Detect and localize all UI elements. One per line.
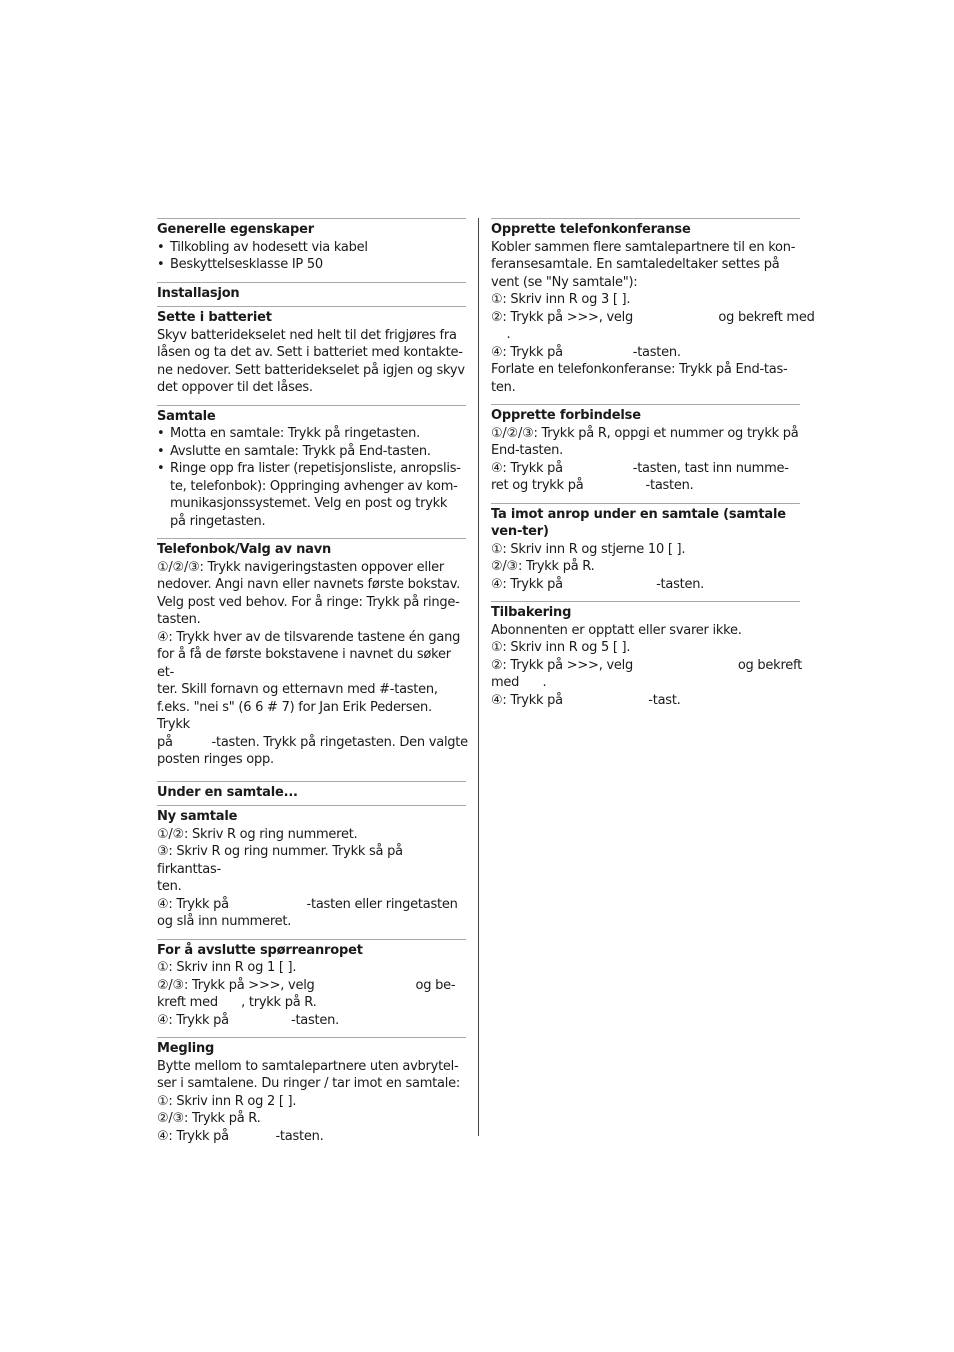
text-line: ①/②/③: Trykk navigeringstasten oppover eller — [157, 559, 444, 575]
section-batteri — [157, 306, 466, 405]
text-line: ①: Skriv inn R og stjerne 10 [ ]. — [491, 541, 686, 557]
text-line: posten ringes opp. — [157, 752, 274, 767]
text-line: ①/②: Skriv R og ring nummeret. — [157, 826, 358, 842]
text-line: ter. Skill fornavn og etternavn med #-tasten, — [157, 682, 438, 697]
section-avslutte — [157, 939, 466, 1038]
section-title: Megling — [157, 1041, 215, 1056]
section-tilbakering — [491, 601, 800, 717]
section-title: Opprette forbindelse — [491, 408, 641, 423]
text-line: feransesamtale. En samtaledeltaker settes på — [491, 257, 780, 272]
text-line: Kobler sammen flere samtalepartnere til en kon- — [491, 239, 796, 255]
section-title: Generelle egenskaper — [157, 222, 314, 237]
text-line: ②/③: Trykk på R. — [491, 559, 595, 574]
section-title: Under en samtale... — [157, 784, 298, 800]
text-line: vent (se "Ny samtale"): — [491, 274, 638, 290]
text-line: Skyv batteridekselet ned helt til det frigjøres fra — [157, 327, 457, 343]
left-column — [157, 218, 466, 1153]
text-line: ①: Skriv inn R og 2 [ ]. — [157, 1093, 297, 1109]
text-line: ②/③: Trykk på R. — [157, 1111, 261, 1126]
section-title: Opprette telefonkonferanse — [491, 222, 691, 237]
section-konferanse — [491, 218, 815, 404]
column-divider — [478, 218, 479, 1136]
text-line: ②/③: Trykk på >>>, velg og be- — [157, 977, 456, 993]
text-line: tasten. — [157, 612, 201, 627]
bullet-list — [157, 239, 466, 274]
text-line: ④: Trykk på -tasten. — [157, 1012, 340, 1028]
text-line: ①: Skriv inn R og 5 [ ]. — [491, 640, 631, 655]
section-title: Installasjon — [157, 285, 240, 301]
text-line: for å få de første bokstavene i navnet du søker et- — [157, 647, 451, 680]
section-ny-samtale — [157, 805, 466, 939]
section-title: Tilbakering — [491, 605, 572, 620]
text-line: ser i samtalene. Du ringer / tar imot en samtale: — [157, 1076, 460, 1091]
text-line: ②: Trykk på >>>, velg og bekreft med — [491, 309, 815, 325]
section-samtale — [157, 405, 466, 539]
bullet-list — [157, 425, 466, 530]
text-line: ten. — [491, 379, 516, 395]
list-item: • Motta en samtale: Trykk på ringetasten. — [157, 425, 466, 443]
list-item: • Avslutte en samtale: Trykk på End-tasten. — [157, 443, 466, 461]
section-installasjon — [157, 282, 466, 307]
section-title: Ny samtale — [157, 809, 238, 824]
text-line: ①: Skriv inn R og 3 [ ]. — [491, 292, 631, 307]
text-line: ②: Trykk på >>>, velg og bekreft — [491, 657, 802, 673]
text-line: nedover. Angi navn eller navnets første bokstav. — [157, 577, 461, 592]
text-line: med . — [491, 675, 547, 690]
text-line: ten. — [157, 879, 182, 894]
list-item: • Ringe opp fra lister (repetisjonsliste, anropslis-te, telefonbok): Oppringing avhenger av kom-munikasjonssystemet. Velg en post og trykk på ringetasten. — [157, 460, 466, 530]
text-line: ④: Trykk på -tasten eller ringetasten — [157, 896, 458, 912]
section-under — [157, 781, 466, 806]
section-title: For å avslutte spørreanropet — [157, 942, 363, 958]
text-line: f.eks. "nei s" (6 6 # 7) for Jan Erik Pedersen. Trykk — [157, 699, 432, 732]
text-line: Forlate en telefonkonferanse: Trykk på End-tas- — [491, 362, 788, 377]
text-line: ④: Trykk på -tast. — [491, 692, 681, 708]
text-line: kreft med , trykk på R. — [157, 995, 317, 1010]
text-line: ④: Trykk hver av de tilsvarende tastene én gang — [157, 629, 461, 645]
text-line: og slå inn nummeret. — [157, 914, 292, 929]
text-line: ④: Trykk på -tasten, tast inn numme- — [491, 460, 789, 476]
text-line: låsen og ta det av. Sett i batteriet med kontakte- — [157, 345, 463, 360]
section-generelle — [157, 218, 466, 282]
text-line: ④: Trykk på -tasten. — [491, 344, 681, 360]
text-line: på -tasten. Trykk på ringetasten. Den valgte — [157, 734, 468, 750]
section-forbindelse — [491, 404, 800, 503]
text-line: ne nedover. Sett batteridekselet på igjen og skyv — [157, 362, 465, 378]
text-line: Bytte mellom to samtalepartnere uten avbrytel- — [157, 1058, 459, 1074]
list-item: • Beskyttelsesklasse IP 50 — [157, 256, 466, 274]
section-title: Samtale — [157, 408, 216, 424]
text-line: End-tasten. — [491, 443, 563, 458]
section-telefonbok — [157, 538, 466, 781]
text-line: ret og trykk på -tasten. — [491, 478, 694, 493]
text-line: ③: Skriv R og ring nummer. Trykk så på firkanttas- — [157, 844, 403, 877]
text-line: ④: Trykk på -tasten. — [491, 576, 705, 592]
text-line: . — [491, 327, 511, 342]
section-samtale-venter — [491, 503, 800, 602]
text-line: ①/②/③: Trykk på R, oppgi et nummer og trykk på — [491, 425, 799, 441]
text-line: Velg post ved behov. For å ringe: Trykk på ringe- — [157, 594, 460, 610]
section-megling — [157, 1037, 466, 1153]
right-column — [491, 218, 815, 717]
text-line: Abonnenten er opptatt eller svarer ikke. — [491, 622, 742, 638]
list-item: • Tilkobling av hodesett via kabel — [157, 239, 466, 257]
text-line: det oppover til det låses. — [157, 380, 313, 395]
section-title: Sette i batteriet — [157, 310, 272, 325]
section-title: Telefonbok/Valg av navn — [157, 542, 332, 557]
section-title: Ta imot anrop under en samtale (samtale ven-ter) — [491, 506, 786, 539]
text-line: ④: Trykk på -tasten. — [157, 1128, 324, 1144]
text-line: ①: Skriv inn R og 1 [ ]. — [157, 960, 297, 975]
